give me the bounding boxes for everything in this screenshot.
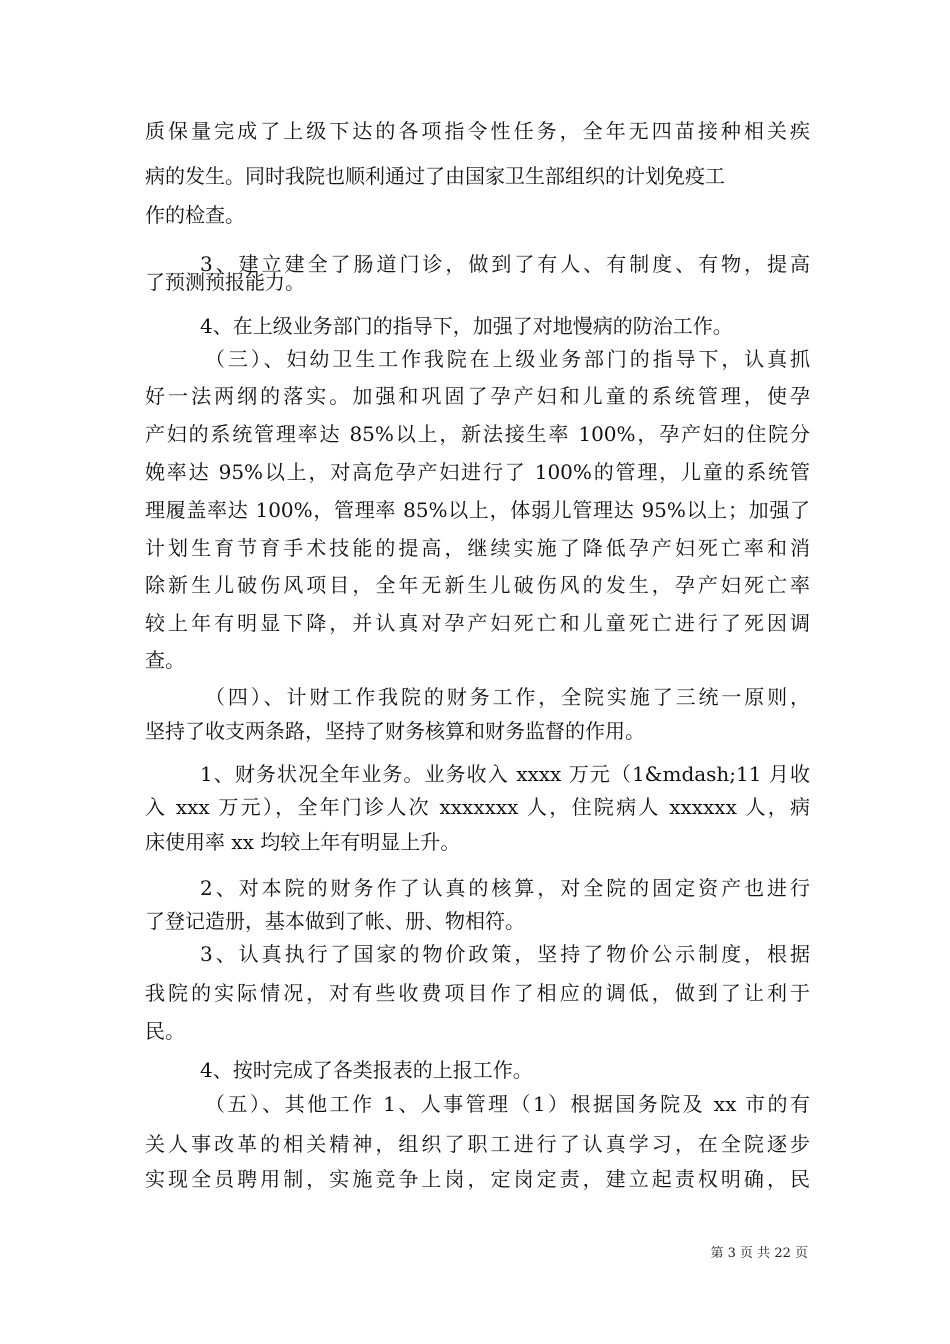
text-line: 理履盖率达 100%，管理率 85%以上，体弱儿管理达 95%以上；加强了 <box>145 498 810 522</box>
text-line: （三）、妇幼卫生工作我院在上级业务部门的指导下，认真抓 <box>205 347 810 371</box>
text-line: 较上年有明显下降，并认真对孕产妇死亡和儿童死亡进行了死因调 <box>145 611 810 635</box>
text-line: （五）、其他工作 1、人事管理（1）根据国务院及 xx 市的有 <box>205 1092 810 1116</box>
text-line: 好一法两纲的落实。加强和巩固了孕产妇和儿童的系统管理，使孕 <box>145 384 810 408</box>
text-line: 3、认真执行了国家的物价政策，坚持了物价公示制度，根据 <box>200 942 810 966</box>
text-line: 了预测预报能力。 <box>145 270 305 294</box>
text-line: 我院的实际情况，对有些收费项目作了相应的调低，做到了让利于 <box>145 981 810 1005</box>
text-line: 了登记造册，基本做到了帐、册、物相符。 <box>145 909 525 933</box>
text-line: 实现全员聘用制，实施竞争上岗，定岗定责，建立起责权明确，民 <box>145 1167 810 1191</box>
text-line: 质保量完成了上级下达的各项指令性任务，全年无四苗接种相关疾 <box>145 119 810 143</box>
text-line: 4、按时完成了各类报表的上报工作。 <box>200 1058 533 1082</box>
text-line: 3、建立建全了肠道门诊，做到了有人、有制度、有物，提高 <box>200 252 810 276</box>
text-line: 计划生育节育手术技能的提高，继续实施了降低孕产妇死亡率和消 <box>145 536 810 560</box>
page-number: 第 3 页 共 22 页 <box>710 1246 808 1261</box>
text-line: 民。 <box>145 1019 185 1043</box>
text-line: 关人事改革的相关精神，组织了职工进行了认真学习，在全院逐步 <box>145 1132 810 1156</box>
text-line: 查。 <box>145 648 185 672</box>
text-line: 床使用率 xx 均较上年有明显上升。 <box>145 830 461 854</box>
text-line: 4、在上级业务部门的指导下，加强了对地慢病的防治工作。 <box>200 314 733 338</box>
text-line: （四）、计财工作我院的财务工作，全院实施了三统一原则， <box>205 685 810 709</box>
text-line: 除新生儿破伤风项目，全年无新生儿破伤风的发生，孕产妇死亡率 <box>145 573 810 597</box>
text-line: 2、对本院的财务作了认真的核算，对全院的固定资产也进行 <box>200 876 810 900</box>
text-line: 入 xxx 万元），全年门诊人次 xxxxxxx 人，住院病人 xxxxxx 人，病 <box>145 795 810 819</box>
text-line: 娩率达 95%以上，对高危孕产妇进行了 100%的管理，儿童的系统管 <box>145 460 810 484</box>
text-line: 坚持了收支两条路，坚持了财务核算和财务监督的作用。 <box>145 719 645 743</box>
text-line: 1、财务状况全年业务。业务收入 xxxx 万元（1&mdash;11 月收 <box>200 762 810 786</box>
text-line: 作的检查。 <box>145 203 245 227</box>
text-line: 产妇的系统管理率达 85%以上，新法接生率 100%，孕产妇的住院分 <box>145 422 810 446</box>
text-line: 病的发生。同时我院也顺利通过了由国家卫生部组织的计划免疫工 <box>145 164 725 188</box>
